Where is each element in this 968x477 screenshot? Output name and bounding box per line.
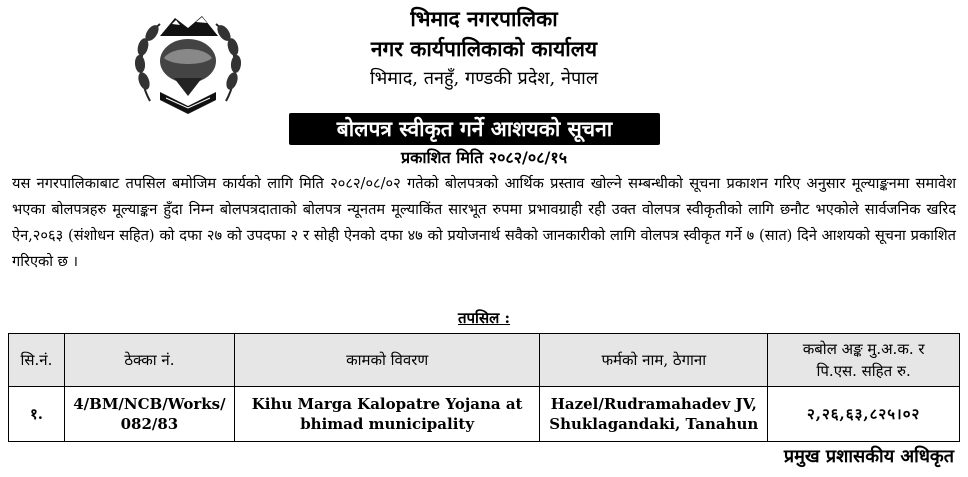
cell-firm-line1: Hazel/Rudramahadev JV, [550,395,757,413]
cell-bid-amount: २,२६,६३,८२५।०२ [768,387,960,442]
cell-contract-line2: 082/83 [120,415,179,433]
header-bid-amount-line1: कबोल अङ्क मु.अ.क. र [802,340,925,358]
header-contract-no: ठेक्का नं. [64,334,234,387]
letterhead [0,4,968,94]
header-bid-amount [768,334,960,387]
office-name: नगर कार्यपालिकाको कार्यालय [370,36,598,61]
cell-sn: १. [9,387,65,442]
schedule-heading: तपसिल : [457,309,511,327]
tender-table [8,333,960,442]
cell-contract-no [64,387,234,442]
municipality-name: भिमाद नगरपालिका [410,6,558,31]
header-work-description: कामको विवरण [234,334,539,387]
header-sn: सि.नं. [9,334,65,387]
table-header-row [9,334,960,387]
cell-firm-line2: Shuklagandaki, Tanahun [549,415,759,433]
header-firm-name-address: फर्मको नाम, ठेगाना [540,334,768,387]
office-address: भिमाद, तनहुँ, गण्डकी प्रदेश, नेपाल [369,68,599,89]
cell-work-description [234,387,539,442]
header-bid-amount-line2: पि.एस. सहित रु. [816,362,911,380]
cell-work-line1: Kihu Marga Kalopatre Yojana at [251,395,523,413]
cell-work-line2: bhimad municipality [300,415,475,433]
notice-title: बोलपत्र स्वीकृत गर्ने आशयको सूचना [289,113,660,145]
cell-firm [540,387,768,442]
table-row [9,387,960,442]
notice-body: यस नगरपालिकाबाट तपसिल बमोजिम कार्यको लागि मिति २०८२/०८/०२ गतेको बोलपत्रको आर्थिक प्रस्ताव खोल्ने सम्बन्धीको सूचना प्रकाशन गरिए अनुसार मूल्याङ्कनमा समावेश भएका बोलपत्रहरु मूल्याङ्कन हुँदा निम्न बोलपत्रदाताको बोलपत्र न्यूनतम मूल्याकिंत सारभूत रुपमा प्रभावग्राही रही उक्त वोलपत्र स्वीकृतीको लागि छनौट भएकोले सार्वजनिक खरिद ऐन,२०६३ (संशोधन सहित) को दफा २७ को उपदफा २ र सोही ऐनको दफा ४७ को प्रयोजनार्थ सवैको जानकारीको लागि वोलपत्र स्वीकृत गर्ने ७ (सात) दिने आशयको सूचना प्रकाशित गरिएको छ । [12,175,956,270]
signatory-title: प्रमुख प्रशासकीय अधिकृत [783,446,954,467]
cell-contract-line1: 4/BM/NCB/Works/ [73,395,226,413]
published-date: प्रकाशित मिति २०८२/०८/१५ [400,148,568,167]
